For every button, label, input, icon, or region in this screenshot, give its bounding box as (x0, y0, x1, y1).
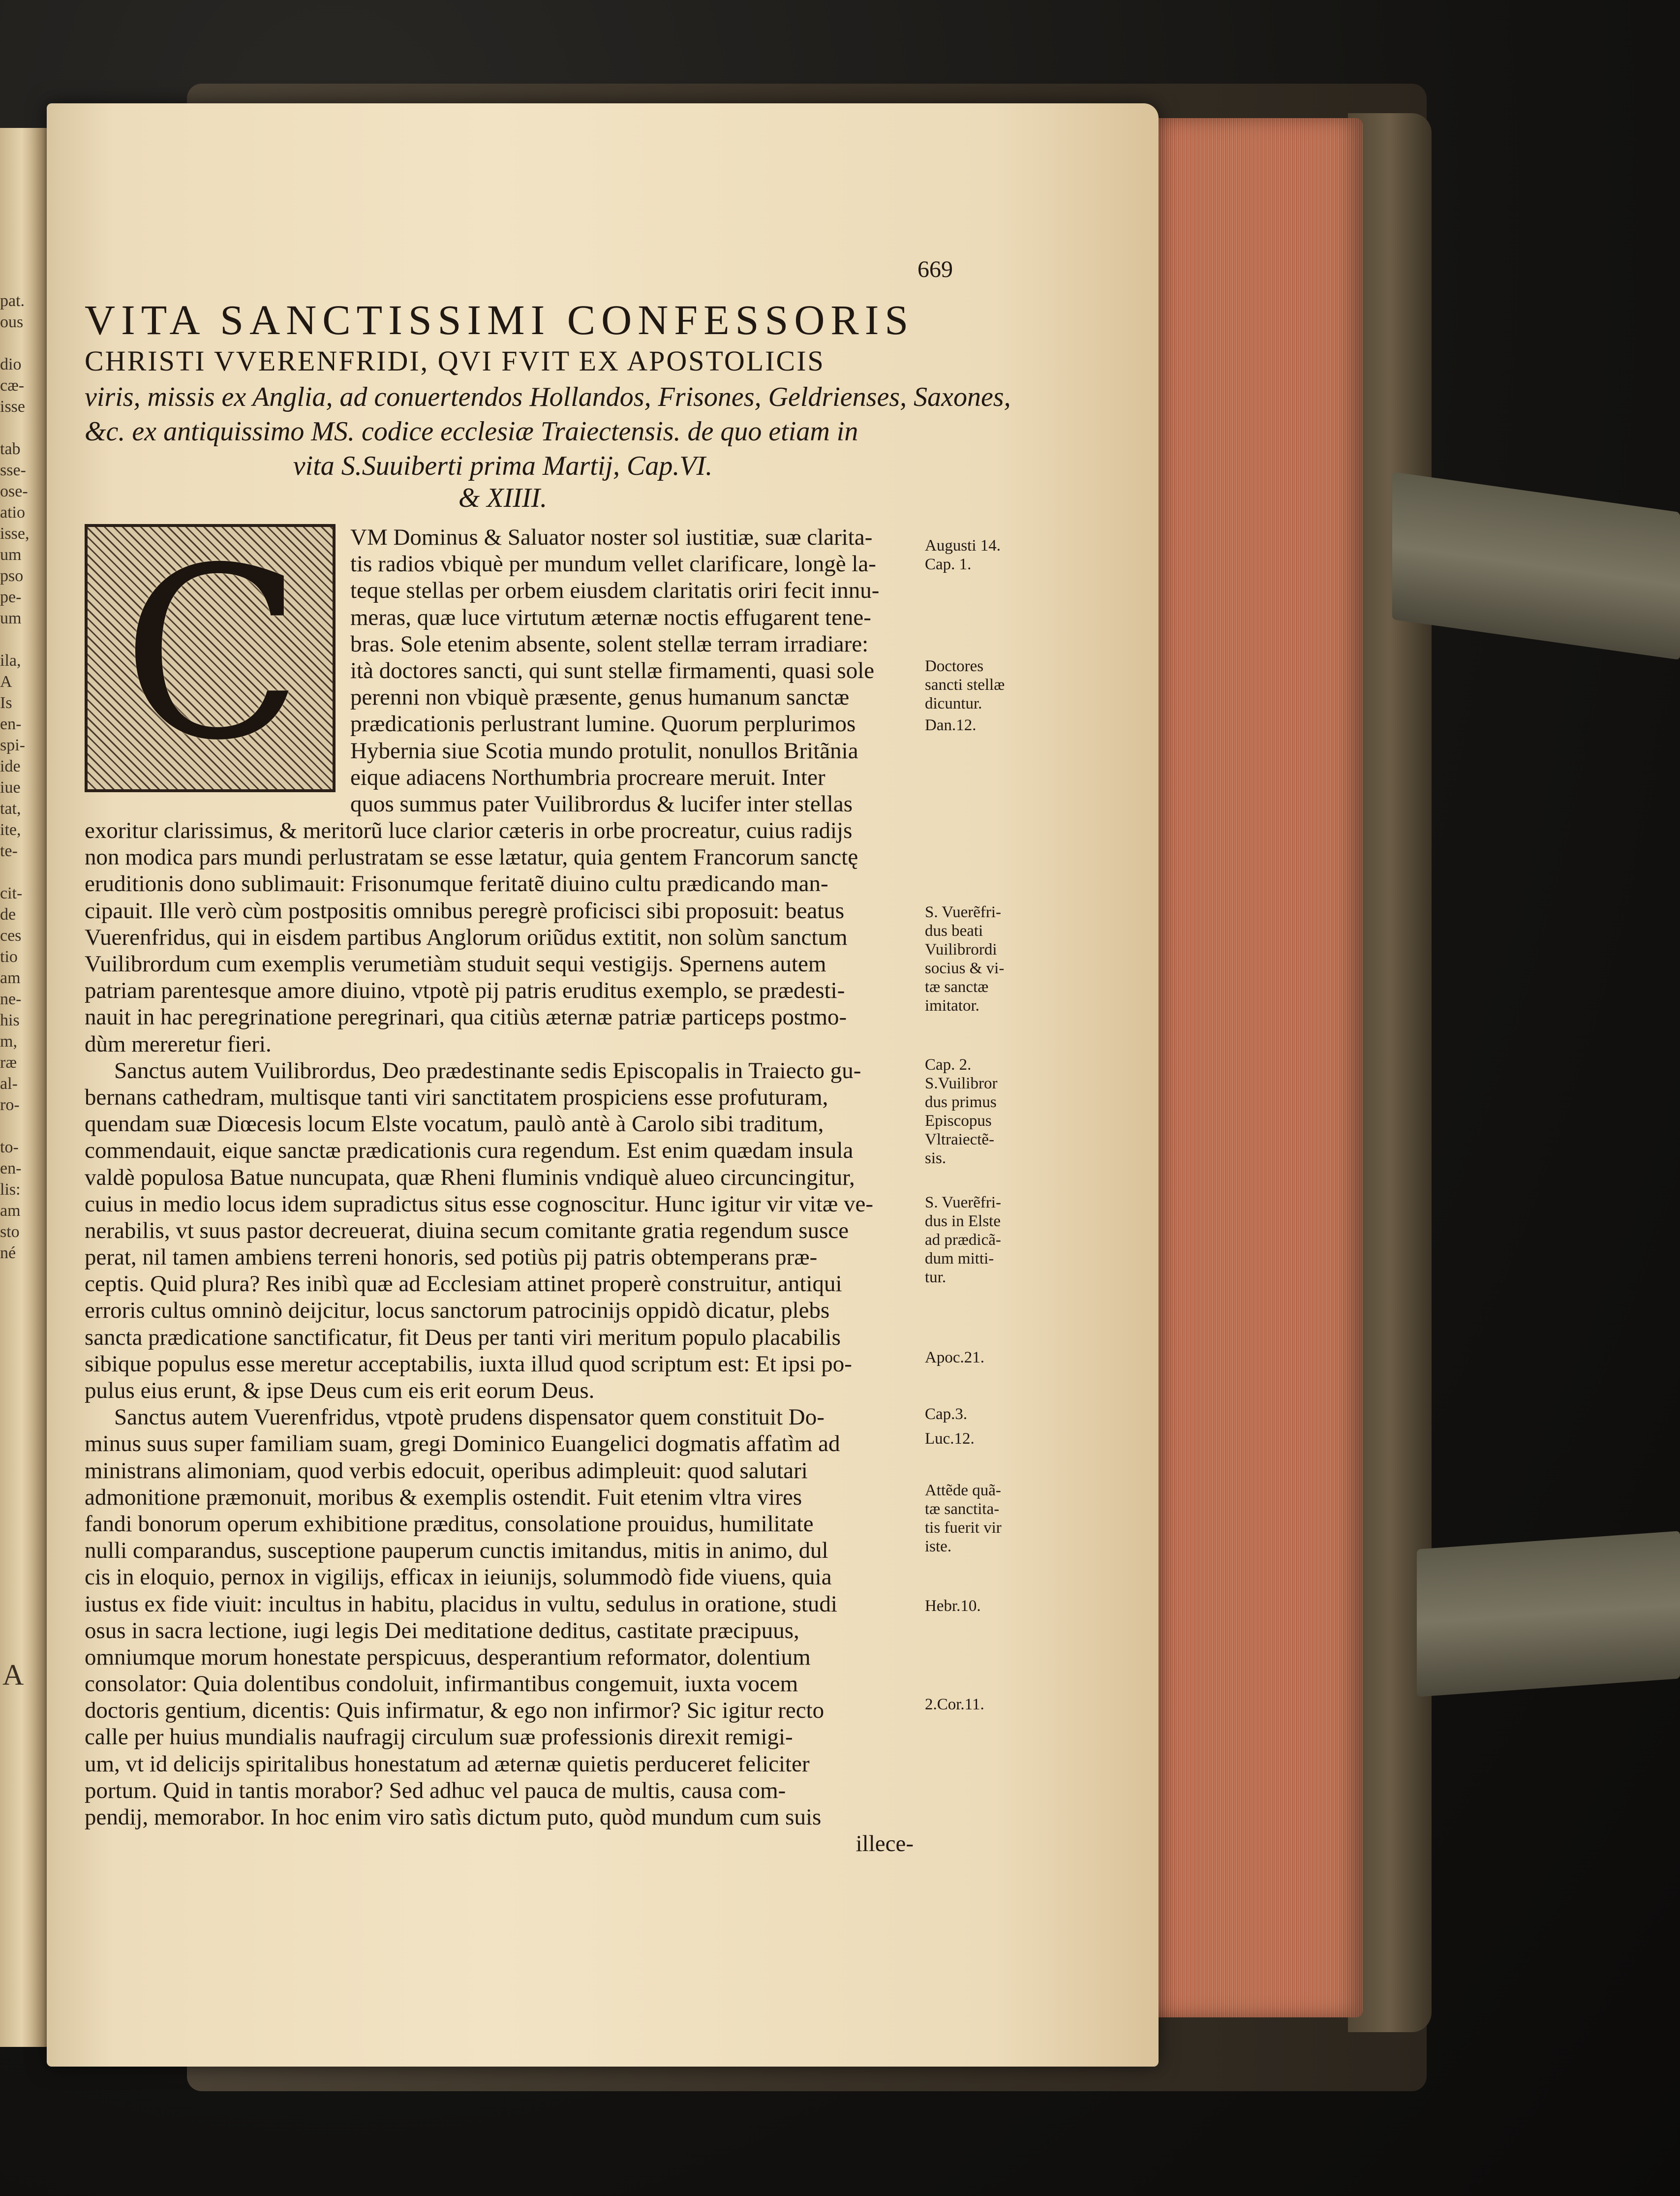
body-line: Hybernia siue Scotia mundo protulit, nonullos Britãnia (350, 738, 858, 764)
facing-page-fragment: his (0, 1011, 20, 1029)
body-line: valdè populosa Batue nuncupata, quæ Rheni fluminis vndiquè alueo circuncingitur, (85, 1164, 855, 1190)
body-line: consolator: Quia dolentibus condoluit, infirmantibus congemuit, iuxta vocem (85, 1671, 798, 1697)
facing-page-letter: A (2, 1659, 24, 1691)
marginal-note-line: S.Vuilibror (925, 1075, 998, 1092)
body-line: patriam parentesque amore diuino, vtpotè pij patris eruditus exemplo, se prædesti- (85, 978, 845, 1004)
metal-clasp-lower (1417, 1531, 1680, 1697)
body-line: cipauit. Ille verò cùm postpositis omnibus peregrè proficisci sibi proposuit: beatus (85, 897, 845, 924)
body-line: eique adiacens Northumbria procreare meruit. Inter (350, 764, 825, 790)
facing-page-fragment: cæ- (0, 376, 25, 395)
marginal-note-line: tur. (925, 1268, 947, 1286)
marginal-note-line: iste. (925, 1538, 952, 1555)
facing-page-fragment: pso (0, 567, 24, 585)
facing-page-fragment: de (0, 905, 16, 924)
body-line: Sanctus autem Vuilibrordus, Deo prædestinante sedis Episcopalis in Traiecto gu- (114, 1057, 861, 1083)
facing-page-fragment: Is (0, 694, 12, 712)
marginal-note-line: Hebr.10. (925, 1597, 981, 1615)
body-line: cuius in medio locus idem supradictus situs esse cognoscitur. Hunc igitur vir vitæ ve- (85, 1191, 874, 1217)
page-number: 669 (917, 256, 953, 282)
facing-page-fragment (0, 1115, 49, 1137)
body-line: illece- (855, 1831, 914, 1857)
marginal-note-line: Vltraiectẽ- (925, 1131, 995, 1148)
body-line: um, vt id delicijs spiritalibus honestatum ad æternæ quietis perduceret feliciter (85, 1751, 810, 1777)
heading-line-2: CHRISTI VVERENFRIDI, QVI FVIT EX APOSTOLICIS (85, 345, 825, 377)
marginal-note-line: 2.Cor.11. (925, 1696, 984, 1713)
facing-page-fragment: m, (0, 1032, 17, 1051)
heading-line-3: viris, missis ex Anglia, ad conuertendos Hollandos, Frisones, Geldrienses, Saxones, (85, 382, 1011, 412)
facing-page-fragment: ne- (0, 990, 22, 1008)
facing-page-fragment: sse- (0, 461, 26, 479)
facing-page-fragment: ite, (0, 821, 21, 839)
marginal-note (925, 716, 1048, 735)
body-line: quendam suæ Diœcesis locum Elste vocatum, paulò antè à Carolo sibi traditum, (85, 1111, 824, 1137)
body-line: cis in eloquio, pernox in vigilijs, efficax in ieiunijs, solummodò fide viuens, quia (85, 1564, 832, 1590)
body-line: tis radios vbiquè per mundum vellet clarificare, longè la- (350, 551, 876, 577)
marginal-note-line: tæ sanctæ (925, 978, 989, 996)
facing-page-fragment: iue (0, 778, 21, 797)
facing-page-fragment: pe- (0, 588, 22, 606)
facing-page-fragment: ose- (0, 482, 28, 500)
facing-page-fragment: um (0, 609, 22, 627)
body-line: nauit in hac peregrinatione peregrinari, qua citiùs æternæ patriæ particeps postmo- (85, 1004, 847, 1030)
facing-page-fragment: ro- (0, 1096, 20, 1114)
body-line: portum. Quid in tantis morabor? Sed adhuc vel pauca de multis, causa com- (85, 1777, 786, 1803)
body-line: commendauit, eique sanctæ prædicationis cura regendum. Est enim quædam insula (85, 1138, 854, 1164)
body-line: teque stellas per orbem eiusdem claritatis oriri fecit innu- (350, 578, 880, 604)
body-line: ministrans alimoniam, quod verbis edocuit, operibus adimpleuit: quod salutari (85, 1457, 808, 1484)
facing-page-fragment: spi- (0, 736, 25, 754)
marginal-note-line: Dan.12. (925, 716, 977, 734)
facing-page-fragment: dio (0, 355, 22, 373)
body-line: admonitione præmonuit, moribus & exemplis ostendit. Fuit etenim vltra vires (85, 1484, 802, 1510)
marginal-note-line: Apoc.21. (925, 1349, 984, 1366)
facing-page-fragment (0, 417, 49, 438)
body-line: sancta prædicatione sanctificatur, fit Deus per tanti viri meritum populo placabilis (85, 1324, 841, 1350)
body-line: Vuilibrordum cum exemplis verumetiàm studuit sequi vestigijs. Spernens autem (85, 951, 826, 977)
body-line: ità doctores sancti, qui sunt stellæ firmamenti, quasi sole (350, 657, 875, 683)
facing-page-fragment: um (0, 546, 22, 564)
body-line: meras, quæ luce virtutum æternæ noctis effugarent tene- (350, 604, 871, 630)
facing-page-fragment: isse, (0, 525, 30, 543)
heading-line-5: vita S.Suuiberti prima Martij, Cap.VI. (293, 451, 713, 481)
facing-page-fragment (0, 629, 49, 650)
body-line: fandi bonorum operum exhibitione præditus, consolatione prouidus, humilitate (85, 1511, 814, 1537)
body-line: sibique populus esse meretur acceptabilis, iuxta illud quod scriptum est: Et ipsi po- (85, 1351, 852, 1377)
body-line: osus in sacra lectione, iugi legis Dei meditatione deditus, castitate præcipuus, (85, 1617, 799, 1643)
marginal-note-line: ad prædicã- (925, 1231, 1001, 1249)
facing-page-fragment: en- (0, 1159, 22, 1177)
marginal-note (925, 1481, 1048, 1556)
facing-page-fragment: cit- (0, 884, 23, 902)
facing-page-fragment: tio (0, 948, 18, 966)
marginal-note-line: dus beati (925, 922, 983, 940)
marginal-note (925, 1597, 1048, 1615)
facing-page-fragment: en- (0, 715, 22, 733)
marginal-note-line: dus in Elste (925, 1212, 1001, 1230)
body-line: perat, nil tamen ambiens terreni honoris, sed potiùs pij patris obtemperans præ- (85, 1244, 818, 1270)
body-line: omniumque morum honestate perspicuus, desperantium reformator, dolentium (85, 1644, 811, 1670)
body-line: exoritur clarissimus, & meritorũ luce clarior cæteris in orbe procreatur, cuius radijs (85, 818, 853, 844)
body-line: calle per huius mundialis naufragij circulum suæ professionis direxit remigi- (85, 1724, 793, 1750)
body-line: nulli comparandus, susceptione pauperum cunctis imitandus, mitis in animo, dul (85, 1538, 828, 1564)
facing-page-fragment: ræ (0, 1053, 17, 1072)
facing-page-fragment: al- (0, 1075, 18, 1093)
marginal-note-line: tis fuerit vir (925, 1519, 1002, 1537)
facing-page-fragment: ide (0, 757, 21, 775)
marginal-note (925, 1429, 1048, 1448)
facing-page-fragment: lis: (0, 1180, 21, 1199)
facing-page-fragment: ila, (0, 651, 21, 670)
body-line: perenni non vbiquè præsente, genus humanum sanctæ (350, 684, 850, 711)
facing-page-fragment: te- (0, 842, 18, 860)
marginal-note (925, 903, 1048, 1015)
marginal-note-line: Cap. 2. (925, 1056, 972, 1074)
marginal-note-line: Cap.3. (925, 1405, 968, 1423)
marginal-note-line: sis. (925, 1149, 947, 1167)
marginal-note (925, 1348, 1048, 1367)
heading-line-4: &c. ex antiquissimo MS. codice ecclesiæ Traiectensis. de quo etiam in (85, 416, 858, 447)
body-line: pendij, memorabor. In hoc enim viro satìs dictum puto, quòd mundum cum suis (85, 1804, 822, 1830)
marginal-note-line: imitator. (925, 997, 979, 1015)
marginal-note-line: socius & vi- (925, 959, 1005, 977)
body-line: bras. Sole etenim absente, solent stellæ terram irradiare: (350, 631, 869, 657)
heading-line-1: VITA SANCTISSIMI CONFESSORIS (85, 296, 915, 343)
body-line: Vuerenfridus, qui in eisdem partibus Anglorum oriũdus extitit, non solùm sanctum (85, 924, 848, 950)
facing-page-left (0, 128, 54, 2047)
marginal-note-line: Doctores (925, 657, 984, 675)
marginal-note-line: Luc.12. (925, 1430, 975, 1448)
marginal-note (925, 1695, 1048, 1714)
body-line: quos summus pater Vuilibrordus & lucifer inter stellas (350, 791, 853, 817)
body-line: VM Dominus & Saluator noster sol iustitiæ, suæ clarita- (350, 525, 873, 550)
facing-page-fragment: am (0, 1202, 21, 1220)
marginal-note-line: dum mitti- (925, 1250, 994, 1268)
marginal-note-line: tæ sanctita- (925, 1500, 1000, 1518)
facing-page-fragment: sto (0, 1223, 20, 1241)
body-line: iustus ex fide viuit: incultus in habitu, placidus in vultu, sedulus in oratione, studi (85, 1591, 837, 1617)
body-line: non modica pars mundi perlustratam se esse lætatur, quia gentem Francorum sanctę (85, 844, 858, 870)
marginal-note-line: S. Vuerẽfri- (925, 903, 1002, 921)
body-line: dùm mereretur fieri. (85, 1031, 272, 1057)
facing-page-fragment: pat. (0, 292, 25, 310)
facing-page-fragment: ous (0, 313, 24, 331)
marginal-note-line: dicuntur. (925, 695, 982, 712)
marginal-note (925, 536, 1048, 574)
facing-page-fragments (0, 290, 49, 1264)
marginal-note-line: S. Vuerẽfri- (925, 1194, 1002, 1211)
decorated-initial (85, 517, 336, 792)
facing-page-fragment: né (0, 1244, 16, 1262)
marginal-note (925, 1405, 1048, 1423)
marginal-note (925, 1193, 1048, 1287)
facing-page-fragment: ces (0, 927, 22, 945)
marginal-note-line: Cap. 1. (925, 556, 972, 573)
body-line: minus suus super familiam suam, gregi Dominico Euangelici dogmatis affatìm ad (85, 1431, 840, 1457)
body-line: erroris cultus omninò deijcitur, locus sanctorum patrocinijs oppidò dicatur, plebs (85, 1298, 830, 1324)
body-line: pulus eius erunt, & ipse Deus cum eis erit eorum Deus. (85, 1378, 595, 1403)
body-line: bernans cathedram, multisque tanti viri sanctitatem prospiciens esse profuturam, (85, 1084, 828, 1110)
marginal-note-line: Vuilibrordi (925, 941, 997, 959)
initial-letter: C (122, 517, 303, 792)
body-line: eruditionis dono sublimauit: Frisonumque feritatẽ diuino cultu prædicando man- (85, 871, 828, 897)
marginal-note-line: dus primus (925, 1093, 997, 1111)
facing-page-fragment: A (0, 673, 12, 691)
facing-page-fragment: am (0, 969, 21, 987)
marginal-note-line: Augusti 14. (925, 537, 1001, 555)
marginal-note (925, 657, 1048, 713)
body-line: prædicationis perlustrant lumine. Quorum perplurimos (350, 711, 856, 737)
heading-line-6: & XIIII. (458, 483, 548, 513)
facing-page-fragment: tat, (0, 800, 21, 818)
marginal-note-line: Attẽde quã- (925, 1482, 1001, 1499)
facing-page-fragment: isse (0, 398, 25, 416)
facing-page-fragment (0, 333, 49, 354)
facing-page-fragment: to- (0, 1138, 19, 1156)
page-fore-edge (1146, 118, 1363, 2017)
facing-page-fragment: atio (0, 503, 25, 522)
body-line: nerabilis, vt suus pastor decreuerat, diuina secum comitante gratia regendum susce (85, 1217, 849, 1243)
body-line: doctoris gentium, dicentis: Quis infirmatur, & ego non infirmor? Sic igitur recto (85, 1698, 825, 1724)
facing-page-fragment (0, 862, 49, 883)
body-line: Sanctus autem Vuerenfridus, vtpotè prudens dispensator quem constituit Do- (114, 1404, 825, 1430)
marginal-note-line: sancti stellæ (925, 676, 1005, 694)
body-line: ceptis. Quid plura? Res inibì quæ ad Ecclesiam attinet properè construitur, antiqui (85, 1271, 842, 1297)
marginal-note-line: Episcopus (925, 1112, 992, 1130)
facing-page-fragment: tab (0, 440, 21, 458)
marginal-note (925, 1055, 1048, 1168)
